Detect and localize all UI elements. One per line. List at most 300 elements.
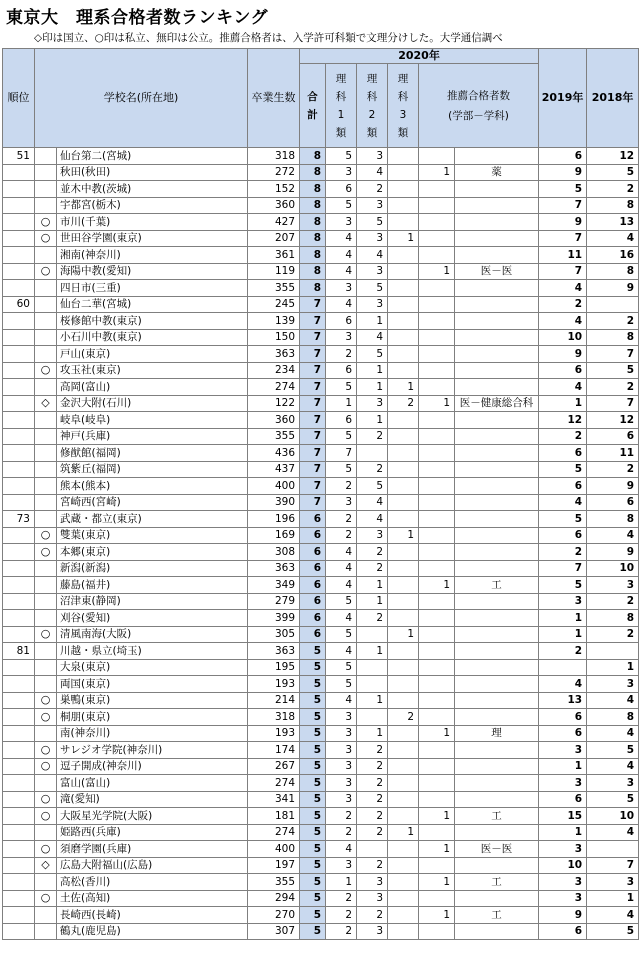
suisen-count-cell	[419, 676, 455, 693]
header-rika2-char: 理	[366, 72, 378, 85]
header-rika1-char: 1	[337, 108, 345, 121]
school-type-mark: ○	[35, 841, 57, 858]
y2019-cell: 9	[539, 907, 587, 924]
graduates-cell: 272	[248, 164, 300, 181]
school-type-mark: ○	[35, 890, 57, 907]
suisen-count-cell	[419, 181, 455, 198]
rika3-cell	[388, 313, 419, 330]
table-row	[3, 676, 639, 693]
header-suisen-sub: (学部－学科)	[448, 109, 509, 122]
school-type-mark: ○	[35, 808, 57, 825]
rank-cell	[3, 758, 35, 775]
suisen-dept-cell	[455, 824, 539, 841]
rika2-cell: 2	[357, 428, 388, 445]
y2019-cell: 11	[539, 247, 587, 264]
rika2-cell: 1	[357, 692, 388, 709]
suisen-count-cell	[419, 494, 455, 511]
y2019-cell: 6	[539, 709, 587, 726]
y2019-cell: 6	[539, 791, 587, 808]
rika3-cell: 1	[388, 824, 419, 841]
y2018-cell: 5	[587, 742, 639, 759]
rika3-cell	[388, 148, 419, 165]
y2019-cell: 2	[539, 296, 587, 313]
school-name: 大阪星光学院(大阪)	[57, 808, 248, 825]
rika1-cell: 6	[326, 313, 357, 330]
school-name: 両国(東京)	[57, 676, 248, 693]
y2019-cell: 6	[539, 478, 587, 495]
rika1-cell: 5	[326, 379, 357, 396]
school-name: 藤島(福井)	[57, 577, 248, 594]
rika1-cell: 4	[326, 692, 357, 709]
header-year-2020: 2020年	[300, 49, 539, 64]
suisen-count-cell: 1	[419, 841, 455, 858]
school-name: 逗子開成(神奈川)	[57, 758, 248, 775]
rika3-cell	[388, 280, 419, 297]
suisen-dept-cell	[455, 659, 539, 676]
table-row	[3, 395, 639, 412]
suisen-count-cell	[419, 412, 455, 429]
total-cell: 5	[300, 758, 326, 775]
table-row	[3, 890, 639, 907]
rank-cell	[3, 461, 35, 478]
total-cell: 6	[300, 544, 326, 561]
rika2-cell	[357, 841, 388, 858]
suisen-dept-cell	[455, 560, 539, 577]
school-type-mark	[35, 461, 57, 478]
rika3-cell: 2	[388, 709, 419, 726]
graduates-cell: 355	[248, 428, 300, 445]
graduates-cell: 270	[248, 907, 300, 924]
rank-cell	[3, 626, 35, 643]
rika3-cell	[388, 907, 419, 924]
suisen-count-cell	[419, 247, 455, 264]
suisen-count-cell: 1	[419, 907, 455, 924]
graduates-cell: 197	[248, 857, 300, 874]
graduates-cell: 349	[248, 577, 300, 594]
school-name: 雙葉(東京)	[57, 527, 248, 544]
school-name: 世田谷学園(東京)	[57, 230, 248, 247]
rika1-cell: 5	[326, 593, 357, 610]
rika1-cell: 5	[326, 148, 357, 165]
suisen-count-cell	[419, 742, 455, 759]
suisen-count-cell	[419, 775, 455, 792]
rika2-cell: 4	[357, 494, 388, 511]
rika1-cell: 4	[326, 230, 357, 247]
total-cell: 8	[300, 148, 326, 165]
y2019-cell: 1	[539, 626, 587, 643]
school-name: 岐阜(岐阜)	[57, 412, 248, 429]
suisen-dept-cell	[455, 791, 539, 808]
rika2-cell: 1	[357, 362, 388, 379]
school-name: 仙台二華(宮城)	[57, 296, 248, 313]
rank-cell	[3, 346, 35, 363]
y2019-cell: 5	[539, 511, 587, 528]
suisen-dept-cell	[455, 346, 539, 363]
suisen-count-cell	[419, 214, 455, 231]
rank-cell	[3, 577, 35, 594]
graduates-cell: 150	[248, 329, 300, 346]
total-cell: 7	[300, 362, 326, 379]
suisen-dept-cell	[455, 527, 539, 544]
school-type-mark	[35, 445, 57, 462]
total-cell: 5	[300, 923, 326, 940]
header-graduates: 卒業生数	[248, 49, 300, 148]
table-row	[3, 857, 639, 874]
suisen-count-cell	[419, 478, 455, 495]
school-type-mark	[35, 511, 57, 528]
rank-cell	[3, 197, 35, 214]
total-cell: 5	[300, 857, 326, 874]
graduates-cell: 305	[248, 626, 300, 643]
school-type-mark	[35, 643, 57, 660]
rika1-cell: 5	[326, 626, 357, 643]
header-total-char: 合	[307, 90, 318, 103]
school-name: 須磨学園(兵庫)	[57, 841, 248, 858]
total-cell: 5	[300, 775, 326, 792]
y2018-cell: 9	[587, 280, 639, 297]
table-row	[3, 742, 639, 759]
rika1-cell: 2	[326, 808, 357, 825]
y2018-cell: 3	[587, 577, 639, 594]
rika1-cell: 3	[326, 709, 357, 726]
rank-cell: 81	[3, 643, 35, 660]
school-type-mark	[35, 428, 57, 445]
y2018-cell: 5	[587, 923, 639, 940]
school-name: 宇都宮(栃木)	[57, 197, 248, 214]
y2019-cell: 6	[539, 527, 587, 544]
table-row	[3, 758, 639, 775]
y2019-cell: 3	[539, 874, 587, 891]
rika2-cell: 1	[357, 313, 388, 330]
suisen-count-cell	[419, 791, 455, 808]
y2019-cell: 13	[539, 692, 587, 709]
graduates-cell: 207	[248, 230, 300, 247]
rika1-cell: 6	[326, 181, 357, 198]
y2018-cell: 4	[587, 907, 639, 924]
graduates-cell: 174	[248, 742, 300, 759]
rika3-cell	[388, 560, 419, 577]
suisen-count-cell	[419, 758, 455, 775]
rank-cell	[3, 808, 35, 825]
suisen-count-cell	[419, 230, 455, 247]
school-name: 金沢大附(石川)	[57, 395, 248, 412]
rank-cell	[3, 313, 35, 330]
graduates-cell: 195	[248, 659, 300, 676]
y2018-cell	[587, 841, 639, 858]
suisen-dept-cell	[455, 181, 539, 198]
header-rika2-char: 2	[368, 108, 376, 121]
rank-cell	[3, 709, 35, 726]
rika2-cell: 2	[357, 824, 388, 841]
rank-cell	[3, 874, 35, 891]
rika3-cell	[388, 775, 419, 792]
table-row	[3, 428, 639, 445]
table-row	[3, 560, 639, 577]
y2019-cell: 4	[539, 676, 587, 693]
rika1-cell: 7	[326, 445, 357, 462]
table-row	[3, 527, 639, 544]
header-2019: 2019年	[539, 49, 587, 148]
graduates-cell: 341	[248, 791, 300, 808]
rika2-cell: 1	[357, 379, 388, 396]
total-cell: 6	[300, 577, 326, 594]
graduates-cell: 400	[248, 841, 300, 858]
graduates-cell: 308	[248, 544, 300, 561]
school-type-mark	[35, 148, 57, 165]
school-type-mark: ○	[35, 214, 57, 231]
rank-cell	[3, 362, 35, 379]
school-type-mark	[35, 412, 57, 429]
rika3-cell	[388, 197, 419, 214]
school-type-mark	[35, 923, 57, 940]
graduates-cell: 390	[248, 494, 300, 511]
total-cell: 5	[300, 676, 326, 693]
total-cell: 8	[300, 214, 326, 231]
rika2-cell: 1	[357, 577, 388, 594]
rank-cell	[3, 247, 35, 264]
rika2-cell: 2	[357, 742, 388, 759]
y2019-cell: 1	[539, 610, 587, 627]
graduates-cell: 294	[248, 890, 300, 907]
school-name: 富山(富山)	[57, 775, 248, 792]
suisen-count-cell	[419, 428, 455, 445]
total-cell: 5	[300, 791, 326, 808]
suisen-count-cell: 1	[419, 874, 455, 891]
table-row	[3, 923, 639, 940]
school-name: 川越・県立(埼玉)	[57, 643, 248, 660]
suisen-dept-cell	[455, 247, 539, 264]
graduates-cell: 122	[248, 395, 300, 412]
rika1-cell: 4	[326, 296, 357, 313]
school-name: サレジオ学院(神奈川)	[57, 742, 248, 759]
rika2-cell: 2	[357, 857, 388, 874]
suisen-count-cell	[419, 643, 455, 660]
total-cell: 7	[300, 329, 326, 346]
rank-cell	[3, 659, 35, 676]
graduates-cell: 363	[248, 643, 300, 660]
table-body	[3, 148, 639, 940]
rank-cell	[3, 725, 35, 742]
rank-cell	[3, 857, 35, 874]
school-name: 鶴丸(鹿児島)	[57, 923, 248, 940]
school-type-mark: ○	[35, 230, 57, 247]
school-type-mark: ○	[35, 544, 57, 561]
school-name: 巣鴨(東京)	[57, 692, 248, 709]
school-type-mark	[35, 478, 57, 495]
school-name: 大泉(東京)	[57, 659, 248, 676]
suisen-count-cell: 1	[419, 725, 455, 742]
y2019-cell: 6	[539, 923, 587, 940]
rika2-cell: 2	[357, 758, 388, 775]
total-cell: 7	[300, 445, 326, 462]
rika3-cell	[388, 494, 419, 511]
table-row	[3, 412, 639, 429]
rank-cell	[3, 791, 35, 808]
rika3-cell	[388, 445, 419, 462]
y2018-cell: 4	[587, 824, 639, 841]
rika1-cell: 4	[326, 560, 357, 577]
table-row	[3, 181, 639, 198]
rika3-cell	[388, 461, 419, 478]
graduates-cell: 400	[248, 478, 300, 495]
y2019-cell: 5	[539, 181, 587, 198]
rank-cell	[3, 923, 35, 940]
rank-cell	[3, 692, 35, 709]
suisen-dept-cell	[455, 593, 539, 610]
rika3-cell	[388, 676, 419, 693]
rika3-cell	[388, 643, 419, 660]
school-name: 熊本(熊本)	[57, 478, 248, 495]
rika1-cell: 4	[326, 544, 357, 561]
total-cell: 5	[300, 824, 326, 841]
rika1-cell: 6	[326, 362, 357, 379]
rika2-cell: 3	[357, 527, 388, 544]
y2018-cell: 7	[587, 346, 639, 363]
rank-cell: 60	[3, 296, 35, 313]
graduates-cell: 193	[248, 725, 300, 742]
y2019-cell: 5	[539, 461, 587, 478]
school-type-mark	[35, 346, 57, 363]
rika2-cell: 1	[357, 643, 388, 660]
rika2-cell: 3	[357, 296, 388, 313]
rank-cell	[3, 494, 35, 511]
total-cell: 7	[300, 346, 326, 363]
school-name: 海陽中教(愛知)	[57, 263, 248, 280]
total-cell: 7	[300, 296, 326, 313]
suisen-dept-cell	[455, 412, 539, 429]
suisen-count-cell: 1	[419, 164, 455, 181]
suisen-count-cell	[419, 329, 455, 346]
table-row	[3, 610, 639, 627]
suisen-count-cell	[419, 313, 455, 330]
total-cell: 6	[300, 527, 326, 544]
suisen-dept-cell	[455, 890, 539, 907]
graduates-cell: 193	[248, 676, 300, 693]
total-cell: 6	[300, 593, 326, 610]
graduates-cell: 363	[248, 560, 300, 577]
school-name: 姫路西(兵庫)	[57, 824, 248, 841]
suisen-count-cell	[419, 923, 455, 940]
school-type-mark	[35, 164, 57, 181]
rika2-cell	[357, 659, 388, 676]
rank-cell	[3, 379, 35, 396]
rika1-cell: 3	[326, 329, 357, 346]
graduates-cell: 152	[248, 181, 300, 198]
y2018-cell: 7	[587, 857, 639, 874]
school-type-mark: ○	[35, 263, 57, 280]
rika3-cell	[388, 263, 419, 280]
suisen-count-cell	[419, 148, 455, 165]
school-type-mark: ○	[35, 362, 57, 379]
rika1-cell: 2	[326, 923, 357, 940]
total-cell: 8	[300, 263, 326, 280]
rika1-cell: 5	[326, 461, 357, 478]
suisen-count-cell	[419, 445, 455, 462]
total-cell: 5	[300, 742, 326, 759]
rika3-cell	[388, 346, 419, 363]
rika3-cell	[388, 791, 419, 808]
rika2-cell: 4	[357, 247, 388, 264]
suisen-count-cell: 1	[419, 395, 455, 412]
y2018-cell: 8	[587, 263, 639, 280]
suisen-dept-cell	[455, 494, 539, 511]
y2019-cell: 7	[539, 560, 587, 577]
y2018-cell: 10	[587, 560, 639, 577]
rank-cell	[3, 428, 35, 445]
suisen-dept-cell	[455, 214, 539, 231]
y2018-cell: 2	[587, 181, 639, 198]
table-row	[3, 544, 639, 561]
table-row	[3, 478, 639, 495]
total-cell: 6	[300, 626, 326, 643]
y2019-cell: 4	[539, 379, 587, 396]
table-row	[3, 214, 639, 231]
rika3-cell	[388, 692, 419, 709]
suisen-dept-cell	[455, 230, 539, 247]
table-row	[3, 346, 639, 363]
y2019-cell: 4	[539, 280, 587, 297]
table-row	[3, 197, 639, 214]
rika1-cell: 2	[326, 527, 357, 544]
table-row	[3, 874, 639, 891]
header-rika2-char: 類	[366, 126, 378, 139]
school-type-mark	[35, 560, 57, 577]
total-cell: 7	[300, 395, 326, 412]
school-type-mark	[35, 379, 57, 396]
rika2-cell: 3	[357, 395, 388, 412]
header-suisen-label: 推薦合格者数	[447, 89, 511, 102]
table-row	[3, 247, 639, 264]
suisen-dept-cell: 医－医	[455, 263, 539, 280]
suisen-count-cell	[419, 560, 455, 577]
page-title: 東京大 理系合格者数ランキング	[6, 8, 268, 28]
rika3-cell	[388, 362, 419, 379]
rika2-cell: 5	[357, 280, 388, 297]
table-row	[3, 709, 639, 726]
school-type-mark	[35, 247, 57, 264]
y2019-cell: 2	[539, 643, 587, 660]
rika3-cell: 1	[388, 527, 419, 544]
school-name: 筑紫丘(福岡)	[57, 461, 248, 478]
school-type-mark: ○	[35, 709, 57, 726]
y2018-cell: 5	[587, 362, 639, 379]
rika3-cell	[388, 841, 419, 858]
rank-cell	[3, 164, 35, 181]
rika1-cell: 2	[326, 346, 357, 363]
rank-cell	[3, 907, 35, 924]
rika2-cell: 3	[357, 263, 388, 280]
rika1-cell: 3	[326, 164, 357, 181]
rika3-cell	[388, 412, 419, 429]
table-row	[3, 329, 639, 346]
school-name: 南(神奈川)	[57, 725, 248, 742]
suisen-dept-cell	[455, 478, 539, 495]
suisen-dept-cell	[455, 857, 539, 874]
header-rika1-char: 理	[335, 72, 347, 85]
y2018-cell: 9	[587, 544, 639, 561]
rika1-cell: 2	[326, 907, 357, 924]
rika3-cell	[388, 593, 419, 610]
rika3-cell	[388, 247, 419, 264]
rika2-cell: 1	[357, 593, 388, 610]
suisen-count-cell	[419, 379, 455, 396]
school-type-mark: ○	[35, 758, 57, 775]
school-type-mark	[35, 725, 57, 742]
school-type-mark	[35, 313, 57, 330]
rika2-cell: 2	[357, 791, 388, 808]
rika2-cell: 2	[357, 775, 388, 792]
y2018-cell: 6	[587, 494, 639, 511]
